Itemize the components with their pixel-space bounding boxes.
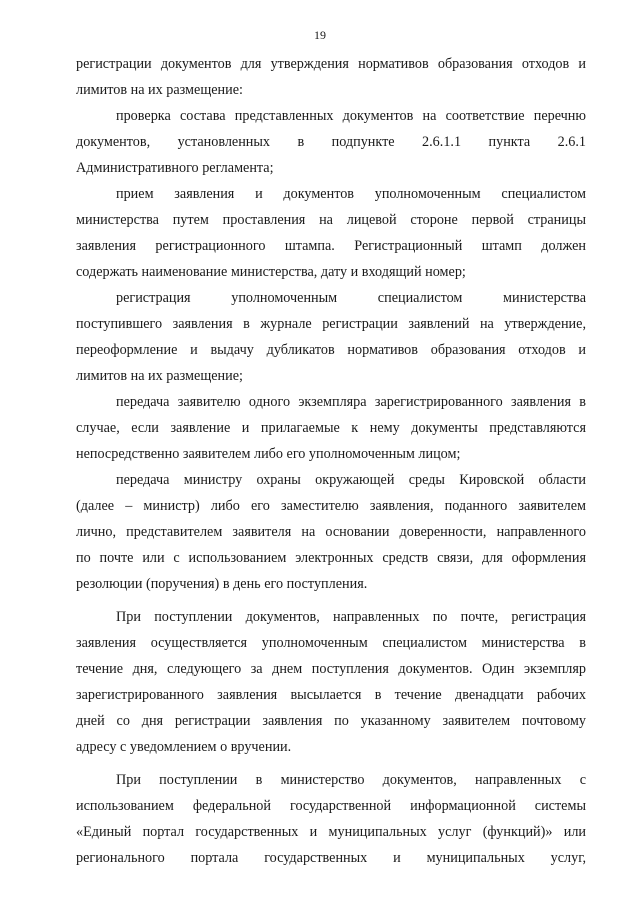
paragraph — [76, 467, 586, 597]
text-line: заявления регистрационного штампа. Регистрационный штамп должен — [76, 238, 586, 254]
paragraph — [76, 767, 586, 871]
text-line: При поступлении документов, направленных по почте, регистрация — [116, 609, 586, 625]
text-line: лимитов на их размещение: — [76, 82, 243, 98]
text-line: по почте или с использованием электронных средств связи, для оформления — [76, 550, 586, 566]
text-line: «Единый портал государственных и муниципальных услуг (функций)» или — [76, 824, 586, 840]
text-line: проверка состава представленных документов на соответствие перечню — [116, 108, 586, 124]
text-line: (далее – министр) либо его заместителю заявления, поданного заявителем — [76, 498, 586, 514]
text-line: передача министру охраны окружающей среды Кировской области — [116, 472, 586, 488]
text-line: заявления осуществляется уполномоченным специалистом министерства в — [76, 635, 586, 651]
paragraph — [76, 103, 586, 181]
text-line: использованием федеральной государственной информационной системы — [76, 798, 586, 814]
paragraph — [76, 285, 586, 389]
text-line: переоформление и выдачу дубликатов нормативов образования отходов и — [76, 342, 586, 358]
page-number: 19 — [314, 28, 326, 42]
text-line: документов, установленных в подпункте 2.6.1.1 пункта 2.6.1 — [76, 134, 586, 150]
text-line: лимитов на их размещение; — [76, 368, 243, 384]
text-line: резолюции (поручения) в день его поступления. — [76, 576, 368, 592]
text-line: зарегистрированного заявления высылается в течение двенадцати рабочих — [76, 687, 586, 703]
text-line: регионального портала государственных и муниципальных услуг, — [76, 850, 586, 866]
document-body — [76, 51, 586, 871]
text-line: прием заявления и документов уполномоченным специалистом — [116, 186, 586, 202]
text-line: адресу с уведомлением о вручении. — [76, 739, 292, 755]
text-line: дней со дня регистрации заявления по указанному заявителем почтовому — [76, 713, 586, 729]
text-line: регистрация уполномоченным специалистом министерства — [116, 290, 586, 306]
text-line: При поступлении в министерство документов, направленных с — [116, 772, 586, 788]
text-line: министерства путем проставления на лицевой стороне первой страницы — [76, 212, 586, 228]
text-line: лично, представителем заявителя на основании доверенности, направленного — [76, 524, 586, 540]
text-line: Административного регламента; — [76, 160, 274, 176]
text-line: течение дня, следующего за днем поступления документов. Один экземпляр — [76, 661, 586, 677]
paragraph — [76, 389, 586, 467]
text-line: случае, если заявление и прилагаемые к нему документы представляются — [76, 420, 586, 436]
text-line: передача заявителю одного экземпляра зарегистрированного заявления в — [116, 394, 586, 410]
text-line: регистрации документов для утверждения нормативов образования отходов и — [76, 56, 586, 72]
text-line: непосредственно заявителем либо его уполномоченным лицом; — [76, 446, 461, 462]
text-line: содержать наименование министерства, дату и входящий номер; — [76, 264, 466, 280]
text-line: поступившего заявления в журнале регистрации заявлений на утверждение, — [76, 316, 586, 332]
paragraph — [76, 604, 586, 760]
paragraph — [76, 181, 586, 285]
paragraph — [76, 51, 586, 103]
